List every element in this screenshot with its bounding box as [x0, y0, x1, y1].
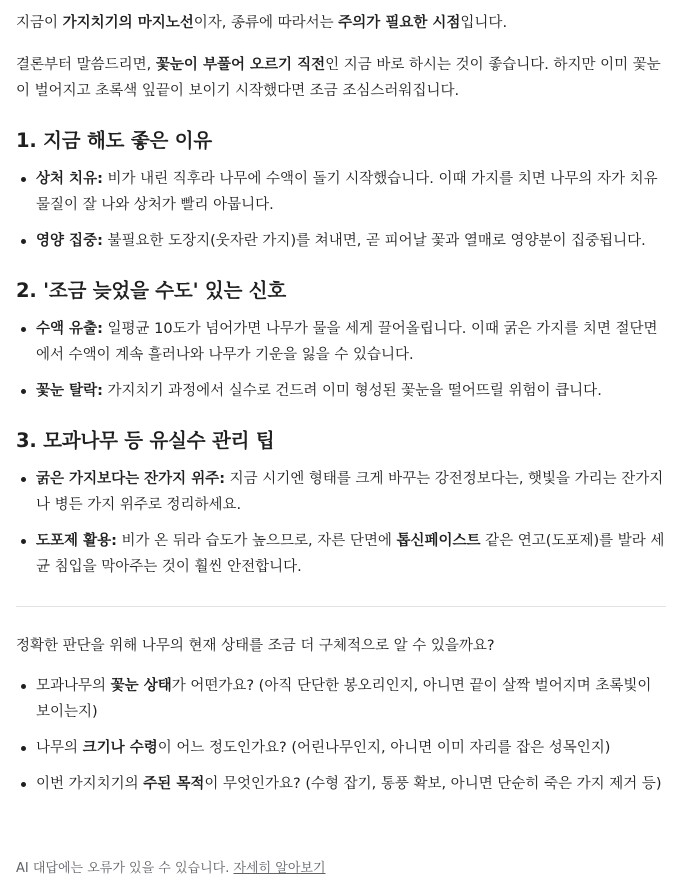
list-item	[36, 673, 666, 725]
text-run: 이 무엇인가요? (수형 잡기, 통풍 확보, 아니면 단순히 죽은 가지 제거 등)	[204, 776, 662, 792]
bold-text: 크기나 수령	[82, 740, 158, 756]
learn-more-link[interactable]: 자세히 알아보기	[233, 861, 326, 876]
intro-paragraph-1	[16, 10, 666, 36]
divider	[16, 606, 666, 607]
list-item	[36, 528, 666, 580]
text-run: 지금 시기엔 형태를 크게 바꾸는 강전정보다는, 햇빛을 가리는 잔가지나 병든 가지 위주로 정리하세요.	[36, 471, 664, 513]
list-item	[36, 378, 666, 404]
text-run: 가지치기 과정에서 실수로 건드려 이미 형성된 꽃눈을 떨어뜨릴 위험이 큽니다.	[102, 383, 602, 399]
bold-text: 상처 치유:	[36, 171, 103, 187]
section-heading-1: 1. 지금 해도 좋은 이유	[16, 129, 213, 152]
text-run: 이 어느 정도인가요? (어린나무인지, 아니면 이미 자리를 잡은 성목인지)	[157, 740, 611, 756]
text-run: 인 지금 바로 하시는 것이 좋습니다. 하지만 이미 꽃눈이 벌어지고 초록색 잎끝이 보이기 시작했다면 조금 조심스러워집니다.	[16, 57, 661, 99]
list-item	[36, 771, 666, 797]
text-run: 지금이	[16, 15, 63, 31]
bold-text: 꽃눈 상태	[110, 678, 172, 694]
text-run: 비가 온 뒤라 습도가 높으므로, 자른 단면에	[116, 533, 397, 549]
text-run: 가 어떤가요? (아직 단단한 봉오리인지, 아니면 끝이 살짝 벌어지며 초록빛이 보이는지)	[36, 678, 652, 720]
text-run: 비가 내린 직후라 나무에 수액이 돌기 시작했습니다. 이때 가지를 치면 나무의 자가 치유 물질이 잘 나와 상처가 빨리 아뭅니다.	[36, 171, 658, 213]
bold-text: 영양 집중:	[36, 233, 103, 249]
followup-list	[16, 673, 666, 797]
text-run: 이자, 종류에 따라서는	[193, 15, 339, 31]
bold-text: 꽃눈 탈락:	[36, 383, 103, 399]
bold-text: 톱신페이스트	[396, 533, 481, 549]
bold-text: 수액 유출:	[36, 321, 103, 337]
text-run: 결론부터 말씀드리면,	[16, 57, 156, 73]
list-item	[36, 228, 666, 254]
section-heading-3: 3. 모과나무 등 유실수 관리 팁	[16, 429, 275, 452]
list-item	[36, 316, 666, 368]
section-1-list	[16, 166, 666, 254]
section-2-list	[16, 316, 666, 404]
text-run: 입니다.	[460, 15, 508, 31]
bold-text: 꽃눈이 부풀어 오르기 직전	[155, 57, 326, 73]
text-run: 이번 가지치기의	[36, 776, 144, 792]
section-heading-2: 2. '조금 늦었을 수도' 있는 신호	[16, 279, 287, 302]
ai-disclaimer	[16, 858, 326, 880]
list-item	[36, 166, 666, 218]
list-item	[36, 466, 666, 518]
list-item	[36, 735, 666, 761]
text-run: 같은 연고(도포제)를 발라 세균 침입을 막아주는 것이 훨씬 안전합니다.	[36, 533, 665, 575]
followup-intro: 정확한 판단을 위해 나무의 현재 상태를 조금 더 구체적으로 알 수 있을까요?	[16, 638, 495, 654]
section-3-list	[16, 466, 666, 580]
text-run: 모과나무의	[36, 678, 111, 694]
bold-text: 도포제 활용:	[36, 533, 117, 549]
intro-paragraph-2	[16, 52, 666, 104]
text-run: 불필요한 도장지(웃자란 가지)를 쳐내면, 곧 피어날 꽃과 열매로 영양분이 집중됩니다.	[102, 233, 646, 249]
bold-text: 굵은 가지보다는 잔가지 위주:	[36, 471, 226, 487]
bold-text: 주의가 필요한 시점	[338, 15, 461, 31]
bold-text: 가지치기의 마지노선	[62, 15, 194, 31]
text-run: 일평균 10도가 넘어가면 나무가 물을 세게 끌어올립니다. 이때 굵은 가지를 치면 절단면에서 수액이 계속 흘러나와 나무가 기운을 잃을 수 있습니다.	[36, 321, 658, 363]
disclaimer-text: AI 대답에는 오류가 있을 수 있습니다.	[16, 861, 234, 876]
response-content	[16, 10, 666, 807]
text-run: 나무의	[36, 740, 83, 756]
bold-text: 주된 목적	[143, 776, 205, 792]
